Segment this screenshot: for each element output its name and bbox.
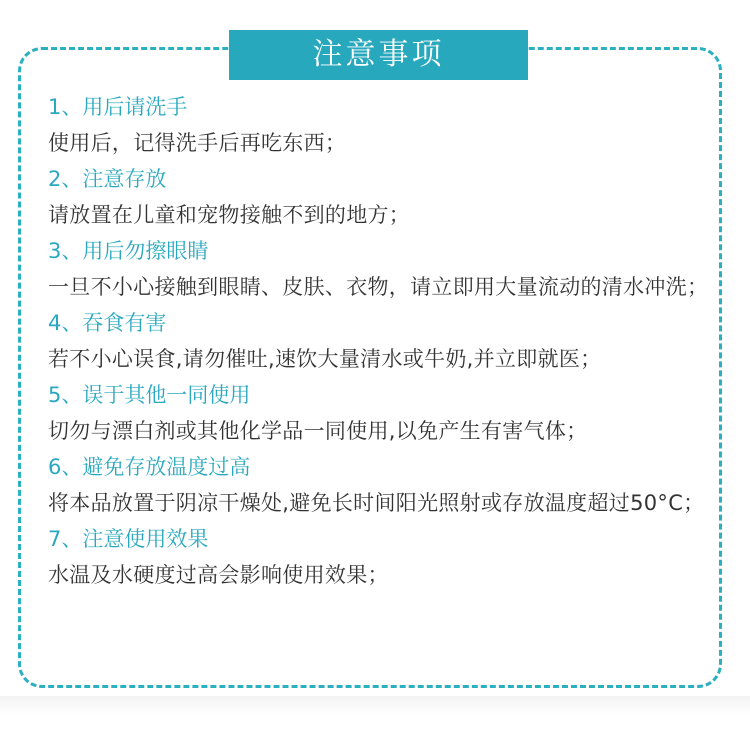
list-item <box>48 521 712 593</box>
list-item <box>48 449 712 521</box>
item-heading: 4、吞食有害 <box>48 311 167 335</box>
item-body: 水温及水硬度过高会影响使用效果； <box>48 563 389 587</box>
list-item <box>48 233 712 305</box>
item-heading: 5、误于其他一同使用 <box>48 383 251 407</box>
item-body: 一旦不小心接触到眼睛、皮肤、衣物，请立即用大量流动的清水冲洗； <box>48 275 709 299</box>
item-heading: 1、用后请洗手 <box>48 95 188 119</box>
item-heading: 3、用后勿擦眼睛 <box>48 239 209 263</box>
page-title: 注意事项 <box>229 30 528 80</box>
bottom-divider <box>0 696 750 744</box>
item-heading: 6、避免存放温度过高 <box>48 455 251 479</box>
item-heading: 7、注意使用效果 <box>48 527 209 551</box>
item-body: 切勿与漂白剂或其他化学品一同使用,以免产生有害气体； <box>48 419 588 443</box>
list-item <box>48 305 712 377</box>
item-body: 将本品放置于阴凉干燥处,避免长时间阳光照射或存放温度超过50°C； <box>48 491 705 515</box>
item-heading: 2、注意存放 <box>48 167 167 191</box>
list-item <box>48 161 712 233</box>
item-body: 请放置在儿童和宠物接触不到的地方； <box>48 203 411 227</box>
item-body: 若不小心误食,请勿催吐,速饮大量清水或牛奶,并立即就医； <box>48 347 602 371</box>
list-item <box>48 89 712 161</box>
item-body: 使用后，记得洗手后再吃东西； <box>48 131 347 155</box>
list-item <box>48 377 712 449</box>
notice-list <box>48 89 712 593</box>
